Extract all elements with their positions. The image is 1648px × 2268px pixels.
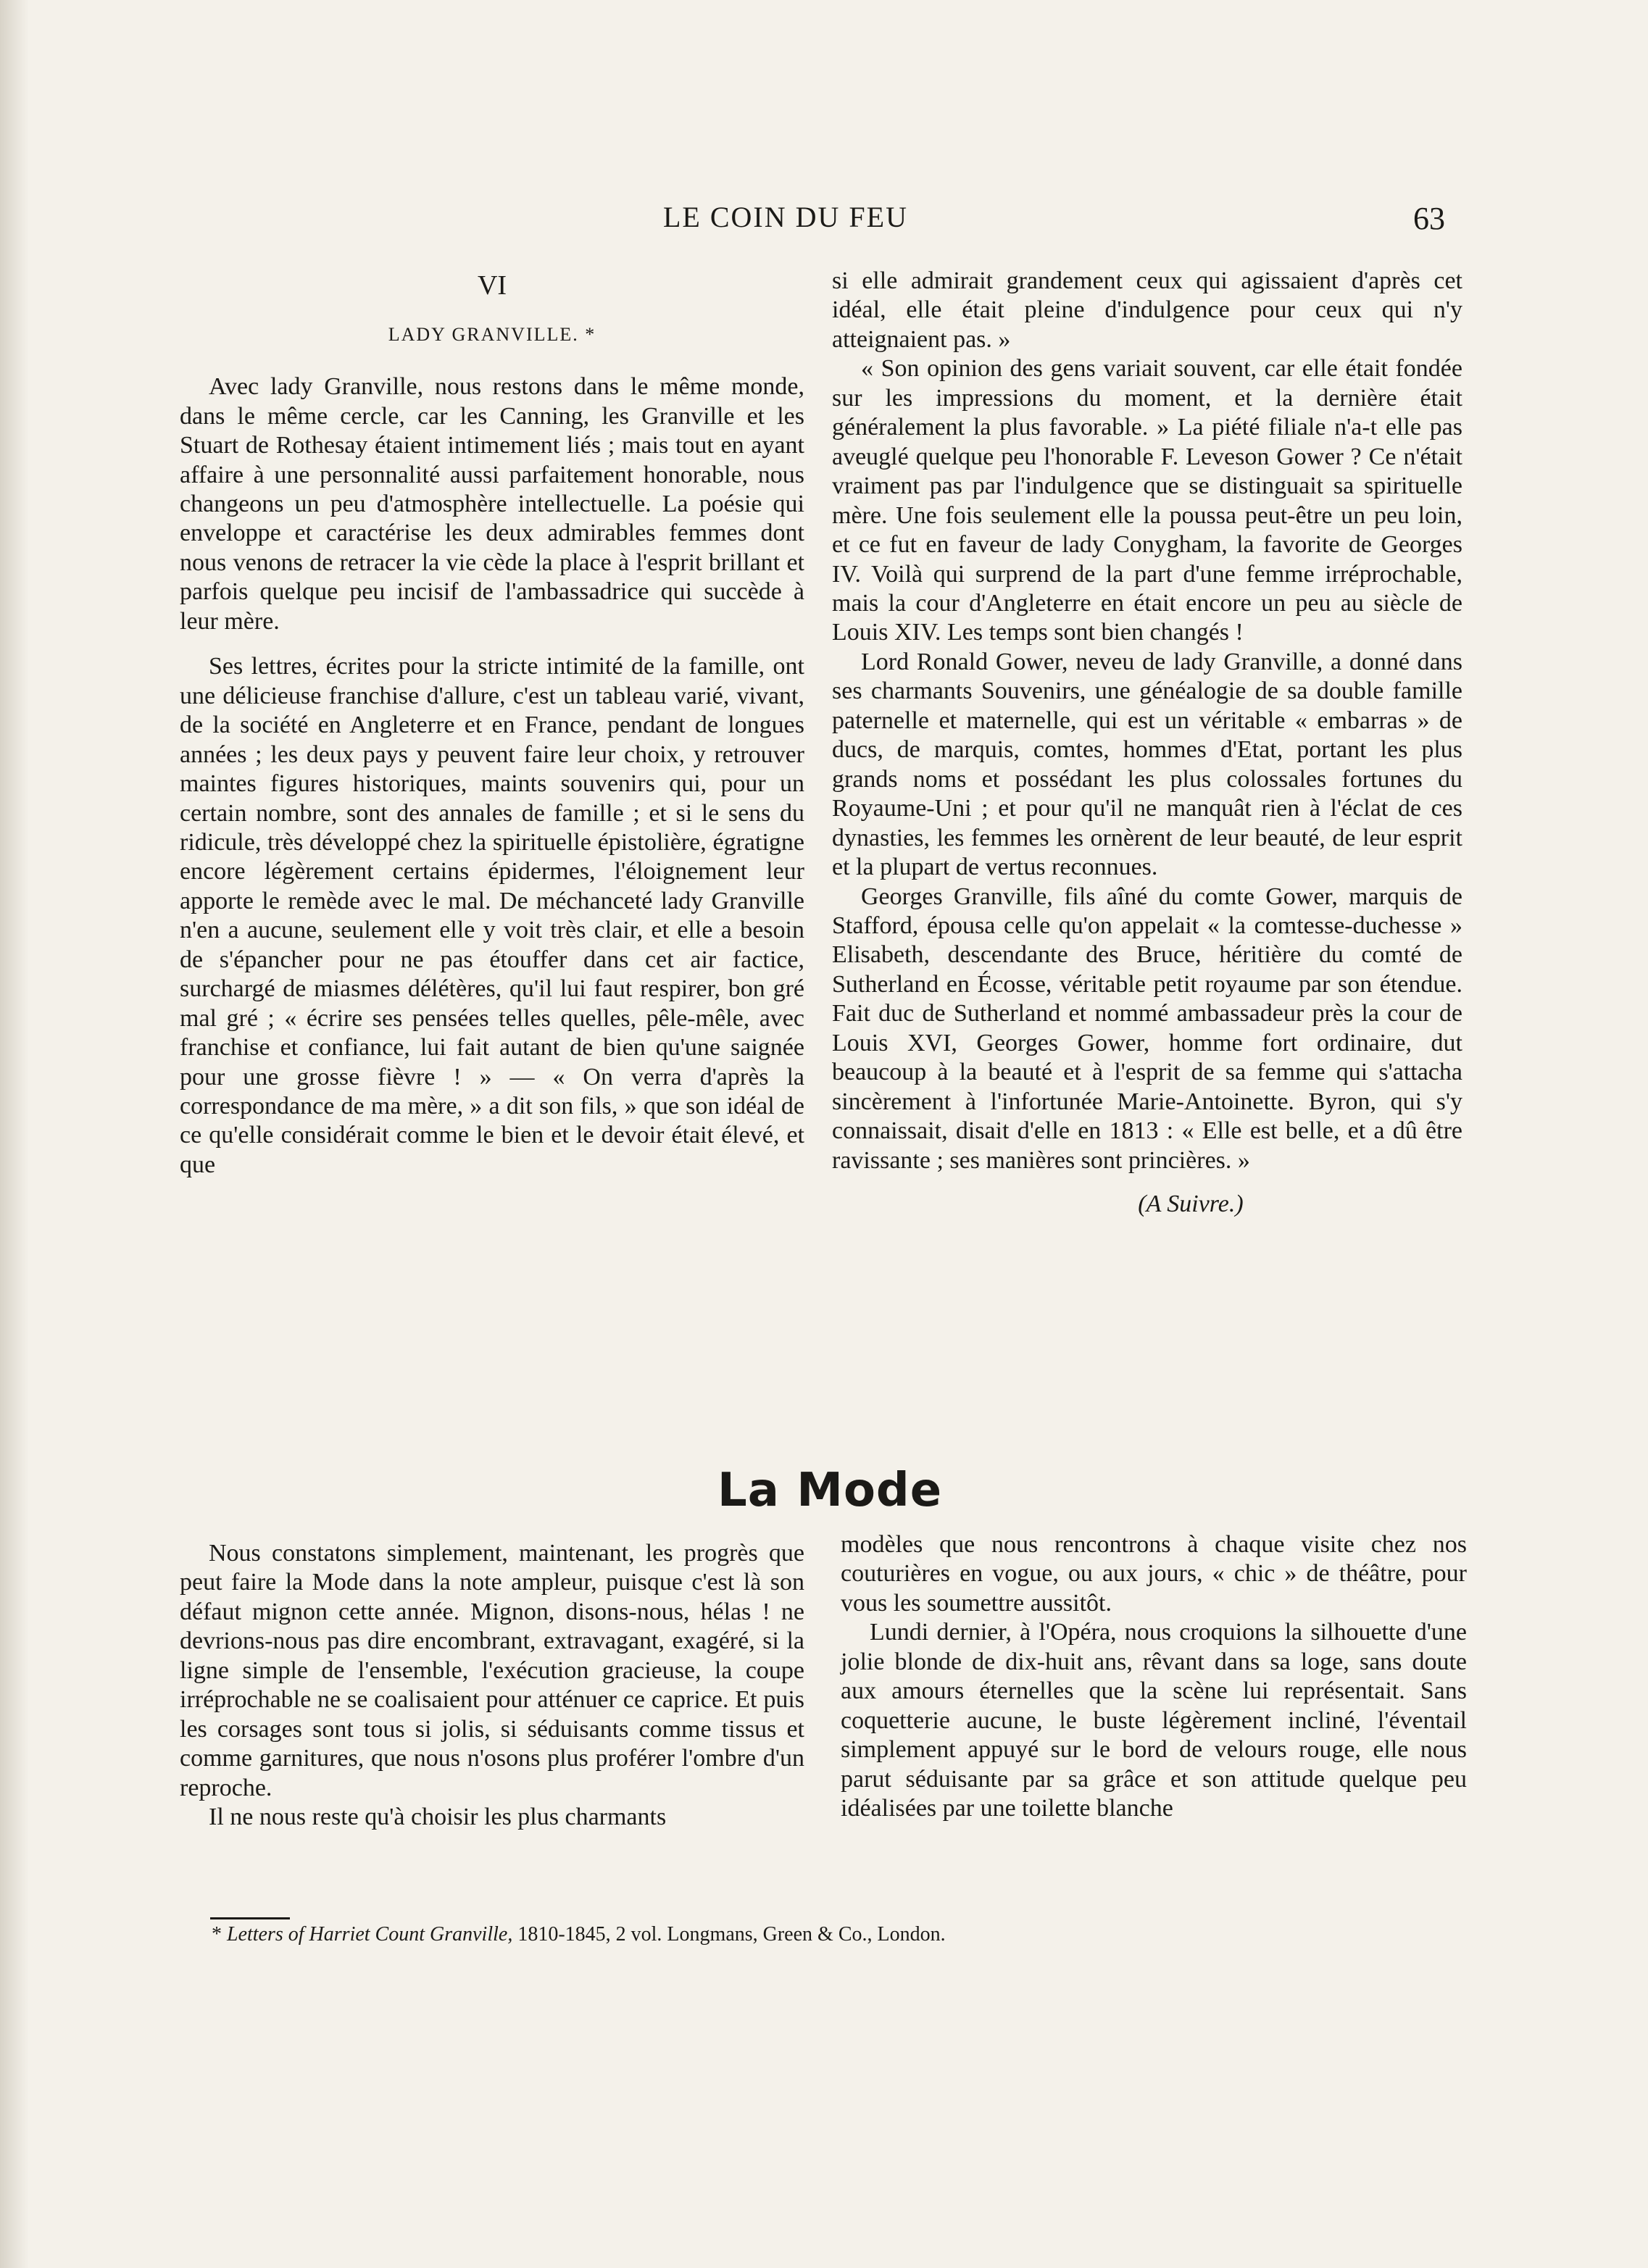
footnote-rule bbox=[210, 1917, 290, 1919]
column-right-top bbox=[832, 267, 1462, 1220]
paragraph: Lord Ronald Gower, neveu de lady Granville, a donné dans ses charmants Souvenirs, une généalogie de sa double famille paternelle et maternelle, qui est un véritable « embarras » de ducs, de marquis, comtes, hommes d'Etat, portant les plus grands noms et possédant les plus colossales fortunes du Royaume-Uni ; et pour qu'il ne manquât rien à l'éclat de ces dynasties, les femmes les ornèrent de leur beauté, de leur esprit et la plupart de vertus reconnues. bbox=[832, 648, 1462, 881]
footnote-marker: * bbox=[212, 1923, 222, 1946]
paragraph: Lundi dernier, à l'Opéra, nous croquions la silhouette d'une jolie blonde de dix-huit ans, rêvant dans sa loge, sans doute aux amours éternelles que la scène lui représentait. Sans coquetterie aucune, le buste légèrement incliné, l'éventail simplement appuyé sur le bord de velours rouge, elle nous parut séduisante par sa grâce et son attitude quelque peu idéalisées par une toilette blanche bbox=[841, 1619, 1467, 1822]
paragraph: Nous constatons simplement, maintenant, les progrès que peut faire la Mode dans la note ampleur, puisque c'est là son défaut mignon cette année. Mignon, disons-nous, hélas ! ne devrions-nous pas dire encombrant, extravagant, exagéré, si la ligne simple de l'ensemble, l'exécution gracieuse, la coupe irréprochable ne se coalisaient pour atténuer ce caprice. Et puis les corsages sont tous si jolis, si séduisants comme tissus et comme garnitures, que nous n'osons plus proférer l'ombre d'un reproche. bbox=[180, 1540, 804, 1801]
column-right-bottom bbox=[841, 1530, 1467, 1824]
paragraph: Il ne nous reste qu'à choisir les plus charmants bbox=[209, 1804, 667, 1831]
section-heading-la-mode: La Mode bbox=[717, 1464, 943, 1517]
page-scan-edge bbox=[0, 0, 29, 2268]
footnote-details: 1810-1845, 2 vol. Longmans, Green & Co., London. bbox=[517, 1923, 946, 1946]
paragraph: « Son opinion des gens variait souvent, car elle était fondée sur les impressions du moment, et la dernière était généralement la plus favorable. » La piété filiale n'a-t elle pas aveuglé quelque peu l'honorable F. Leveson Gower ? Ce n'était vraiment pas par l'indulgence que se distinguait sa spirituelle mère. Une fois seulement elle la poussa peut-être un peu loin, et ce fut en faveur de lady Conygham, la favorite de Georges IV. Voilà qui surprend de la part d'une femme irréprochable, mais la cour d'Angleterre en était encore un peu au siècle de Louis XIV. Les temps sont bien changés ! bbox=[832, 355, 1462, 646]
paragraph: si elle admirait grandement ceux qui agissaient d'après cet idéal, elle était pleine d'indulgence pour ceux qui n'y atteignaient pas. » bbox=[832, 267, 1462, 353]
running-head bbox=[0, 200, 1648, 243]
column-left-bottom bbox=[180, 1539, 804, 1833]
to-follow-note: (A Suivre.) bbox=[1138, 1191, 1244, 1218]
footnote bbox=[212, 1923, 946, 1946]
paragraph: Avec lady Granville, nous restons dans le même monde, dans le même cercle, car les Canning, les Granville et les Stuart de Rothesay étaient intimement liés ; mais tout en ayant affaire à une personnalité aussi parfaitement honorable, nous changeons un peu d'atmosphère intellectuelle. La poésie qui enveloppe et caractérise les deux admirables femmes dont nous venons de retracer la vie cède la place à l'esprit brillant et parfois quelque peu incisif de l'ambassadrice qui succède à leur mère. bbox=[180, 373, 804, 635]
paragraph: modèles que nous rencontrons à chaque visite chez nos couturières en vogue, ou aux jours, « chic » de théâtre, pour vous les soumettre aussitôt. bbox=[841, 1531, 1467, 1617]
footnote-title: Letters of Harriet Count Granville, bbox=[227, 1923, 513, 1946]
column-left-top bbox=[180, 267, 804, 1180]
page-number: 63 bbox=[1413, 201, 1445, 236]
paragraph: Ses lettres, écrites pour la stricte intimité de la famille, ont une délicieuse franchise d'allure, c'est un tableau varié, vivant, de la société en Angleterre et en France, pendant de longues années ; les deux pays y peuvent faire leur choix, y retrouver maintes figures historiques, maints souvenirs qui, pour un certain nombre, sont des annales de famille ; et si le sens du ridicule, très développé chez la spirituelle épistolière, égratigne encore légèrement certains épidermes, l'éloignement leur apporte le remède avec le mal. De méchanceté lady Granville n'en a aucune, seulement elle y voit très clair, et elle a besoin de s'épancher pour ne pas étouffer dans cet air factice, surchargé de miasmes délétères, qu'il lui faut respirer, bon gré mal gré ; « écrire ses pensées telles quelles, pêle-mêle, avec franchise et confiance, lui fait autant de bien qu'une saignée pour une grosse fièvre ! » — « On verra d'après la correspondance de ma mère, » a dit son fils, » que son idéal de ce qu'elle considérait comme le bien et le devoir était élevé, et que bbox=[180, 653, 804, 1178]
section-subtitle: LADY GRANVILLE. * bbox=[388, 324, 596, 346]
running-title: LE COIN DU FEU bbox=[663, 201, 908, 233]
paragraph: Georges Granville, fils aîné du comte Gower, marquis de Stafford, épousa celle qu'on appelait « la comtesse-duchesse » Elisabeth, descendante des Bruce, héritière du comté de Sutherland en Écosse, véritable petit royaume par son étendue. Fait duc de Sutherland et nommé ambassadeur près la cour de Louis XVI, Georges Gower, homme fort ordinaire, dut beaucoup à la beauté et à l'esprit de sa femme qui s'attacha sincèrement à l'infortunée Marie-Antoinette. Byron, qui s'y connaissait, disait d'elle en 1813 : « Elle est belle, et a dû être ravissante ; ses manières sont princières. » bbox=[832, 883, 1462, 1174]
section-numeral: VI bbox=[477, 270, 507, 301]
